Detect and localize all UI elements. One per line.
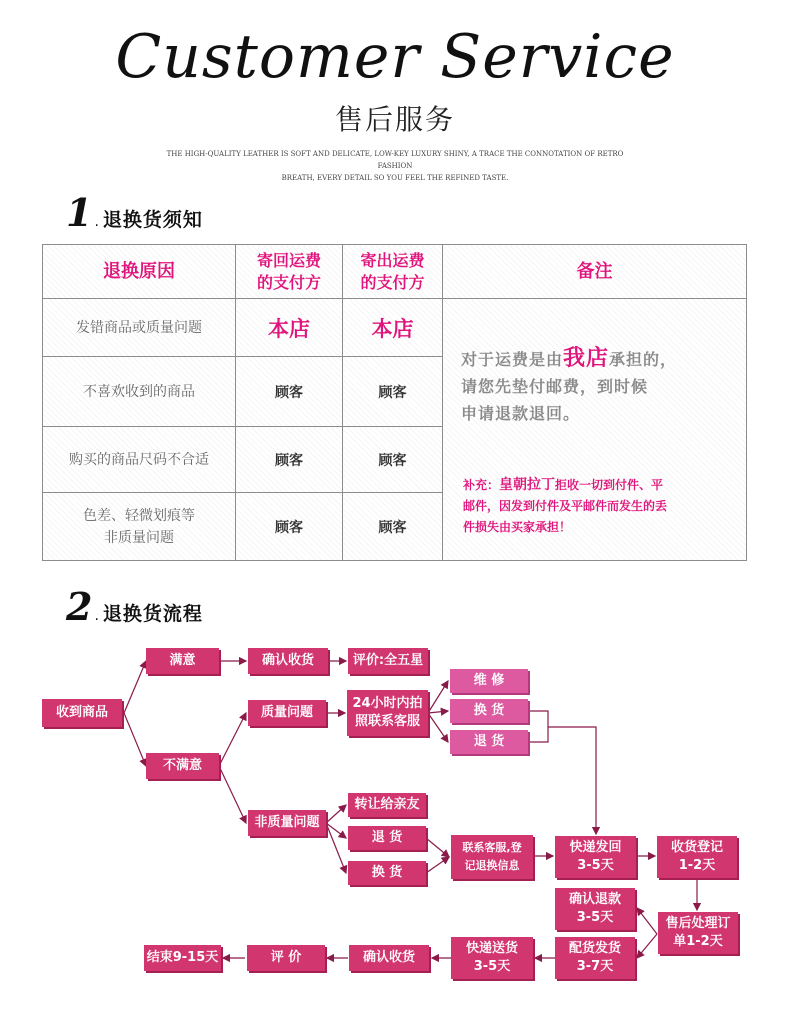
note-line-2: 请您先垫付邮费，到时候: [461, 377, 649, 396]
section-2-dot: .: [94, 608, 99, 624]
tagline-line-1: THE HIGH-QUALITY LEATHER IS SOFT AND DELICATE, LOW-KEY LUXURY SHINY, A TRACE THE CONNOTATION OF RETRO FASHION: [166, 150, 624, 170]
flow-transfer: 转让给亲友: [348, 793, 426, 817]
page-subtitle: 售后服务: [334, 103, 455, 136]
note-sup-brand: 皇朝拉丁: [499, 477, 556, 493]
connector-line: [637, 908, 657, 934]
note-sup-line-1-post: 拒收一切到付件、平: [555, 478, 664, 492]
section-2-title: 退换货流程: [102, 603, 203, 625]
flow-contact-cs-line-1: 联系客服,登: [462, 841, 522, 854]
reason-line-2: 非质量问题: [104, 529, 174, 546]
flow-exchange-quality: 换 货: [450, 699, 528, 723]
connector-line: [428, 711, 448, 713]
flow-ship-out-line-2: 3-5天: [473, 959, 511, 974]
connector-line: [326, 805, 346, 823]
reason-cell: 不喜欢收到的商品: [43, 357, 236, 427]
reason-cell: 发错商品或质量问题: [43, 299, 236, 357]
flow-receive-register-line-1: 收货登记: [670, 840, 723, 855]
return-payer-cell: 顾客: [236, 427, 343, 493]
header-return-payer-line-1: 寄回运费: [256, 250, 321, 270]
return-payer-cell: 本店: [236, 299, 343, 357]
section-2-number: 2: [66, 584, 93, 629]
flow-repair: 维 修: [450, 669, 528, 693]
note-highlight: 我店: [563, 346, 610, 371]
connector-line: [426, 838, 449, 857]
flow-confirm-refund-line-1: 确认退款: [568, 892, 621, 907]
flow-refund-quality: 退 货: [450, 730, 528, 754]
flow-confirm-refund-line-2: 3-5天: [576, 910, 614, 925]
return-payer-cell: 顾客: [236, 493, 343, 561]
flow-restock-ship: [555, 937, 635, 979]
flow-confirm-receipt-bottom: 确认收货: [349, 945, 429, 971]
connector-line: [428, 681, 448, 713]
flow-ship-back: [555, 836, 636, 878]
connector-line: [528, 711, 596, 834]
connector-line: [428, 713, 448, 742]
flow-ship-back-line-1: 快递发回: [569, 840, 622, 855]
connector-line: [124, 713, 146, 766]
note-line-1-pre: 对于运费是由: [461, 350, 564, 369]
section-1-title: 退换货须知: [102, 209, 203, 231]
connector-line: [528, 727, 548, 742]
note-sup-line-3: 件损失由买家承担！: [463, 520, 572, 534]
note-line-3: 申请退款退回。: [461, 404, 581, 423]
flow-confirm-refund: [555, 888, 635, 930]
send-payer-cell: 顾客: [343, 427, 443, 493]
flow-exchange-non-quality: 换 货: [348, 861, 426, 885]
section-1-dot: .: [94, 214, 99, 230]
note-sup-line-2: 邮件，因发到付件及平邮件而发生的丢: [463, 499, 668, 513]
reason-cell: 购买的商品尺码不合适: [43, 427, 236, 493]
header-note: 备注: [443, 245, 747, 299]
page-title: Customer Service: [115, 22, 675, 92]
flow-after-sales-line-1: 售后处理订: [665, 916, 731, 931]
note-sup-pre: 补充：: [463, 478, 500, 492]
flow-contact-cs: [451, 835, 533, 879]
flow-contact-24h-line-2: 照联系客服: [354, 714, 420, 729]
flow-contact-24h: [347, 690, 428, 736]
flow-after-sales: [658, 912, 738, 954]
flow-rate-five: 评价:全五星: [348, 648, 428, 674]
flow-restock-ship-line-1: 配货发货: [568, 941, 621, 956]
flow-contact-cs-line-2: 记退换信息: [464, 859, 520, 872]
flow-end: 结束9-15天: [144, 945, 221, 971]
flow-ship-out-line-1: 快递送货: [465, 941, 518, 956]
flow-review: 评 价: [247, 945, 325, 971]
flow-non-quality: 非质量问题: [248, 810, 326, 836]
flow-confirm-receipt-top: 确认收货: [248, 648, 328, 674]
connector-line: [219, 766, 246, 823]
flow-quality-issue: 质量问题: [248, 700, 326, 726]
flow-receive-register: [657, 836, 737, 878]
tagline-line-2: BREATH, EVERY DETAIL SO YOU FEEL THE REFINED TASTE.: [281, 174, 509, 182]
flow-received: 收到商品: [42, 699, 122, 727]
connector-line: [124, 661, 146, 713]
header-return-payer-line-2: 的支付方: [256, 272, 321, 292]
send-payer-cell: 顾客: [343, 357, 443, 427]
flow-unsatisfied: 不满意: [146, 753, 219, 779]
connector-line: [426, 857, 449, 873]
flow-ship-out: [451, 937, 533, 979]
header-send-payer-line-2: 的支付方: [360, 272, 425, 292]
send-payer-cell: 本店: [343, 299, 443, 357]
connector-line: [637, 934, 657, 958]
header-send-payer-line-1: 寄出运费: [360, 250, 425, 270]
flow-restock-ship-line-2: 3-7天: [576, 959, 614, 974]
return-payer-cell: 顾客: [236, 357, 343, 427]
flow-contact-24h-line-1: 24小时内拍: [352, 696, 423, 711]
section-1-number: 1: [66, 190, 93, 235]
flow-satisfied: 满意: [146, 648, 219, 674]
reason-line-1: 色差、轻微划痕等: [83, 507, 195, 524]
flow-ship-back-line-2: 3-5天: [577, 858, 614, 873]
flow-receive-register-line-2: 1-2天: [678, 858, 716, 873]
connector-line: [219, 713, 246, 766]
header-reason: 退换原因: [43, 245, 236, 299]
note-line-1-post: 承担的，: [609, 350, 678, 369]
send-payer-cell: 顾客: [343, 493, 443, 561]
flow-after-sales-line-2: 单1-2天: [673, 934, 723, 949]
flow-refund-non-quality: 退 货: [348, 826, 426, 850]
